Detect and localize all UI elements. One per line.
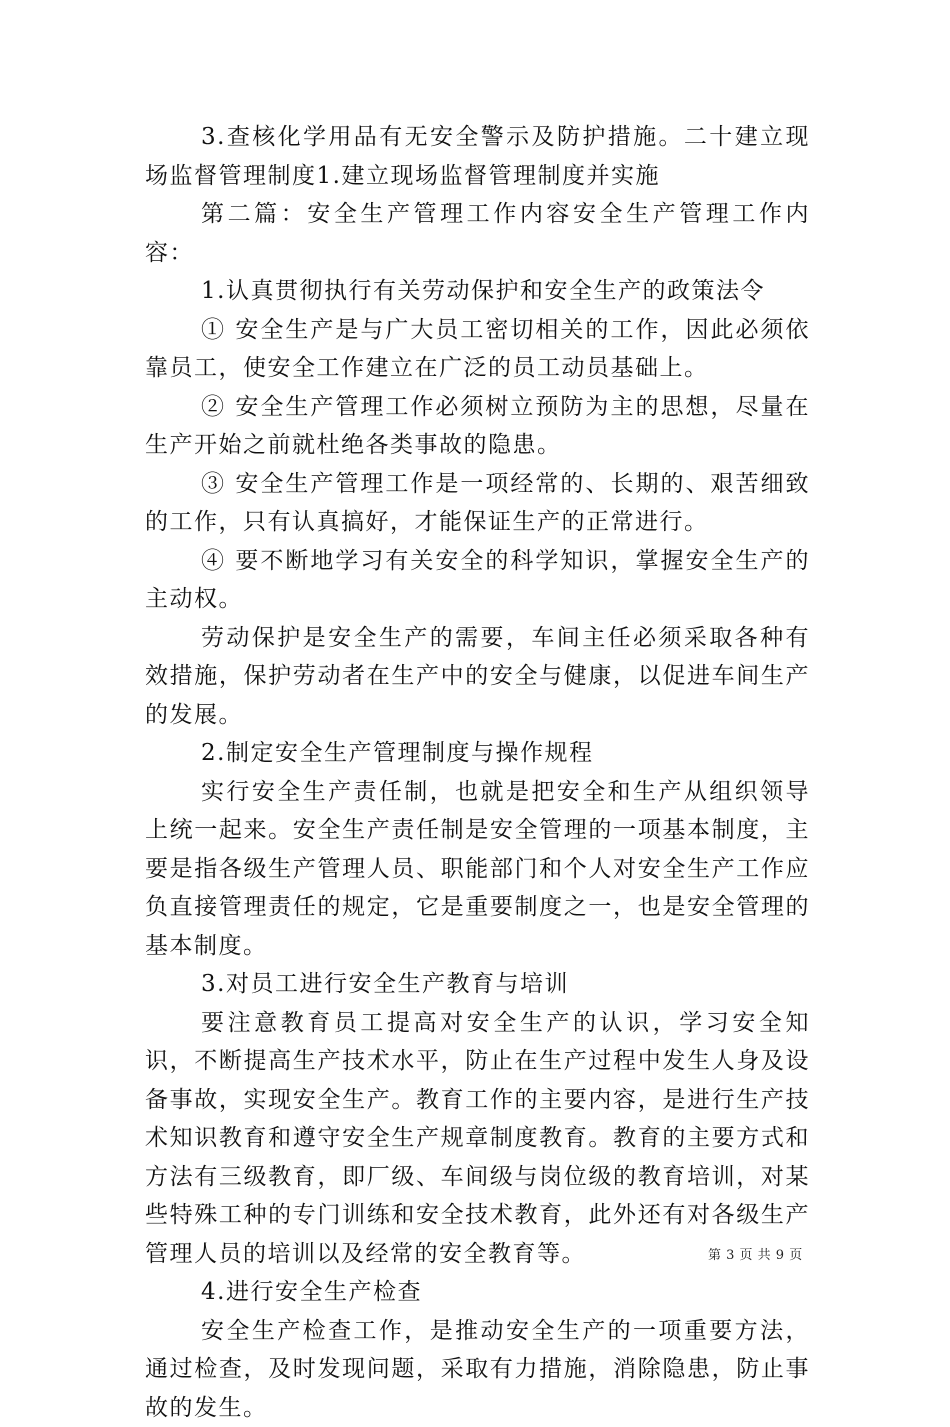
- document-body: [145, 118, 810, 1427]
- paragraph-6: ③ 安全生产管理工作是一项经常的、长期的、艰苦细致的工作，只有认真搞好，才能保证生产的正常进行。: [145, 465, 810, 542]
- paragraph-7: ④ 要不断地学习有关安全的科学知识，掌握安全生产的主动权。: [145, 542, 810, 619]
- paragraph-14: 安全生产检查工作，是推动安全生产的一项重要方法，通过检查，及时发现问题，采取有力措施，消除隐患，防止事故的发生。: [145, 1312, 810, 1427]
- paragraph-9: 2.制定安全生产管理制度与操作规程: [145, 734, 810, 773]
- paragraph-8: 劳动保护是安全生产的需要，车间主任必须采取各种有效措施，保护劳动者在生产中的安全与健康，以促进车间生产的发展。: [145, 619, 810, 735]
- paragraph-12: 要注意教育员工提高对安全生产的认识，学习安全知识，不断提高生产技术水平，防止在生产过程中发生人身及设备事故，实现安全生产。教育工作的主要内容，是进行生产技术知识教育和遵守安全生产规章制度教育。教育的主要方式和方法有三级教育，即厂级、车间级与岗位级的教育培训，对某些特殊工种的专门训练和安全技术教育，此外还有对各级生产管理人员的培训以及经常的安全教育等。: [145, 1004, 810, 1274]
- paragraph-2: 第二篇：安全生产管理工作内容安全生产管理工作内容：: [145, 195, 810, 272]
- paragraph-11: 3.对员工进行安全生产教育与培训: [145, 965, 810, 1004]
- paragraph-5: ② 安全生产管理工作必须树立预防为主的思想，尽量在生产开始之前就杜绝各类事故的隐患。: [145, 388, 810, 465]
- paragraph-1: 3.查核化学用品有无安全警示及防护措施。二十建立现场监督管理制度1.建立现场监督管理制度并实施: [145, 118, 810, 195]
- paragraph-13: 4.进行安全生产检查: [145, 1273, 810, 1312]
- paragraph-3: 1.认真贯彻执行有关劳动保护和安全生产的政策法令: [145, 272, 810, 311]
- paragraph-10: 实行安全生产责任制，也就是把安全和生产从组织领导上统一起来。安全生产责任制是安全管理的一项基本制度，主要是指各级生产管理人员、职能部门和个人对安全生产工作应负直接管理责任的规定，它是重要制度之一，也是安全管理的基本制度。: [145, 773, 810, 966]
- page-number-footer: 第 3 页 共 9 页: [708, 1244, 803, 1263]
- paragraph-4: ① 安全生产是与广大员工密切相关的工作，因此必须依靠员工，使安全工作建立在广泛的员工动员基础上。: [145, 311, 810, 388]
